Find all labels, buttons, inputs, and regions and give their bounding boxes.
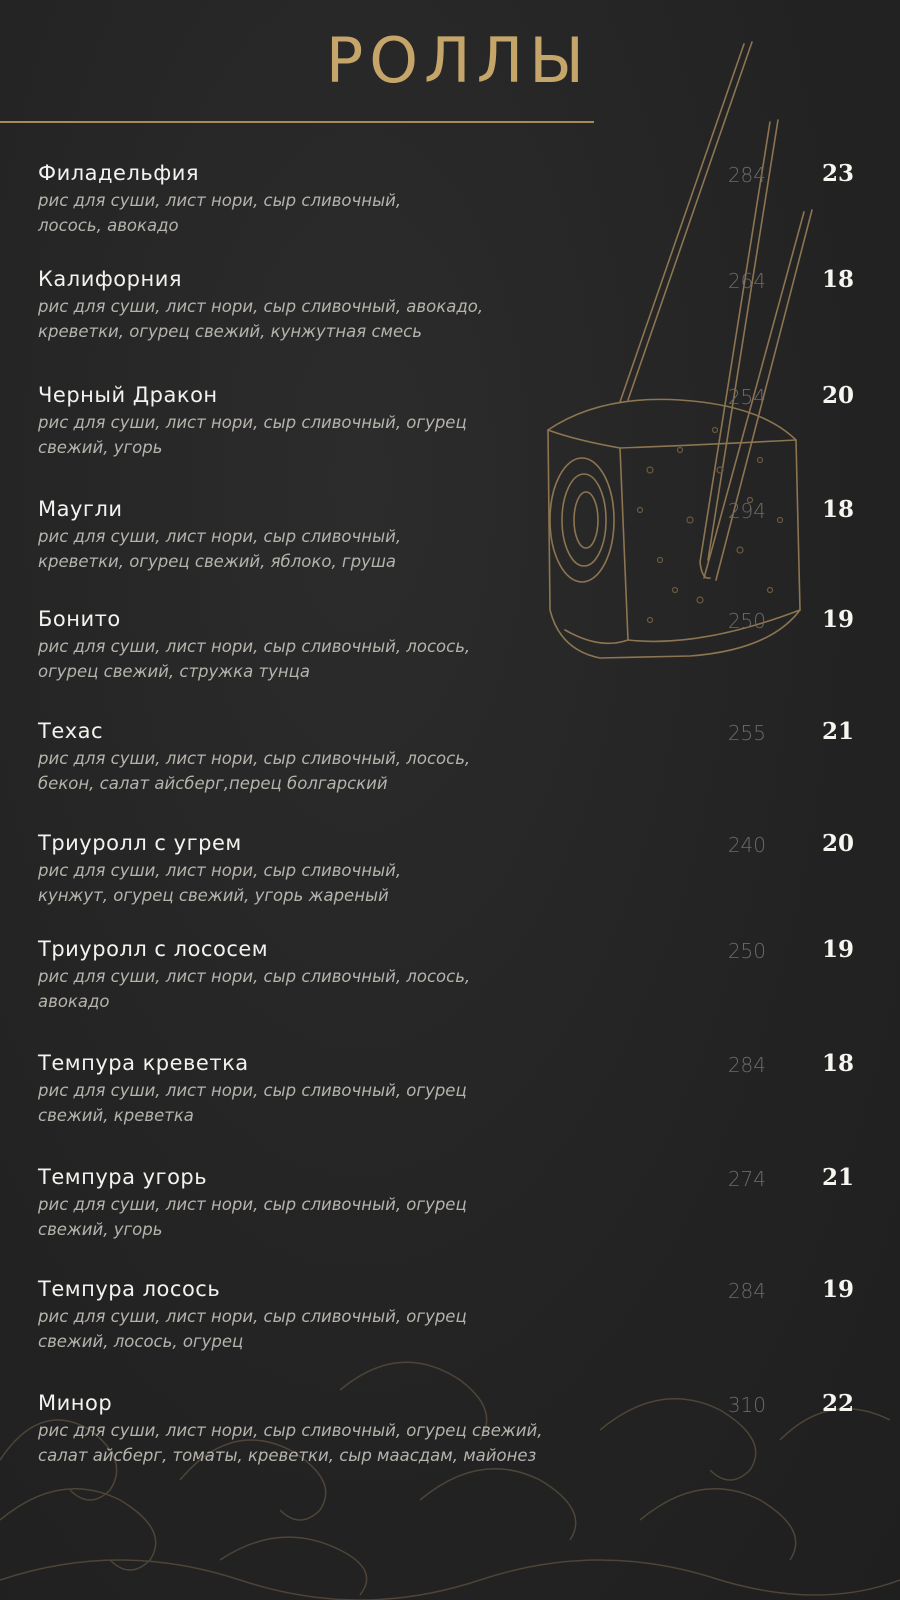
menu-item xyxy=(38,934,858,1014)
item-price: 21 xyxy=(821,718,854,745)
item-price: 21 xyxy=(821,1164,854,1191)
item-weight: 254 xyxy=(727,385,766,409)
item-description: рис для суши, лист нори, сыр сливочный, огурец свежий, угорь xyxy=(38,413,467,457)
menu-item xyxy=(38,1048,858,1128)
item-description: рис для суши, лист нори, сыр сливочный, авокадо, креветки, огурец свежий, кунжутная смесь xyxy=(38,297,484,341)
item-weight: 284 xyxy=(727,163,766,187)
item-weight: 294 xyxy=(727,499,766,523)
item-price: 18 xyxy=(821,266,854,293)
item-name: Триуролл с угрем xyxy=(38,831,242,855)
item-name: Минор xyxy=(38,1391,113,1415)
item-name: Триуролл с лососем xyxy=(38,937,269,961)
item-name: Техас xyxy=(38,719,104,743)
menu-item xyxy=(38,380,858,460)
item-description: рис для суши, лист нори, сыр сливочный, лосось, авокадо xyxy=(38,191,402,235)
item-description: рис для суши, лист нори, сыр сливочный, лосось, огурец свежий, стружка тунца xyxy=(38,637,471,681)
item-price: 20 xyxy=(821,830,854,857)
item-price: 18 xyxy=(821,496,854,523)
item-description: рис для суши, лист нори, сыр сливочный, огурец свежий, салат айсберг, томаты, креветки, сыр маасдам, майонез xyxy=(38,1421,543,1465)
item-name: Маугли xyxy=(38,497,123,521)
item-name: Калифорния xyxy=(38,267,182,291)
item-name: Черный Дракон xyxy=(38,383,218,407)
menu-item xyxy=(38,264,858,344)
item-description: рис для суши, лист нори, сыр сливочный, кунжут, огурец свежий, угорь жареный xyxy=(38,861,402,905)
item-name: Темпура угорь xyxy=(38,1165,208,1189)
item-name: Филадельфия xyxy=(38,161,199,185)
menu-item xyxy=(38,1162,858,1242)
item-weight: 250 xyxy=(727,939,766,963)
menu-item xyxy=(38,1274,858,1354)
item-price: 23 xyxy=(821,160,854,187)
menu-item xyxy=(38,604,858,684)
item-price: 20 xyxy=(821,382,854,409)
item-description: рис для суши, лист нори, сыр сливочный, креветки, огурец свежий, яблоко, груша xyxy=(38,527,402,571)
item-name: Темпура лосось xyxy=(38,1277,221,1301)
item-weight: 284 xyxy=(727,1279,766,1303)
item-price: 22 xyxy=(821,1390,854,1417)
item-weight: 310 xyxy=(727,1393,766,1417)
menu-item xyxy=(38,828,858,908)
item-price: 19 xyxy=(821,936,854,963)
menu-item xyxy=(38,158,858,238)
item-weight: 284 xyxy=(727,1053,766,1077)
item-weight: 240 xyxy=(727,833,766,857)
page-title: РОЛЛЫ xyxy=(325,24,590,97)
menu-item xyxy=(38,1388,858,1468)
item-description: рис для суши, лист нори, сыр сливочный, лосось, бекон, салат айсберг,перец болгарский xyxy=(38,749,471,793)
item-weight: 255 xyxy=(727,721,766,745)
item-name: Темпура креветка xyxy=(38,1051,249,1075)
item-description: рис для суши, лист нори, сыр сливочный, лосось, авокадо xyxy=(38,967,471,1011)
menu-item xyxy=(38,494,858,574)
item-name: Бонито xyxy=(38,607,121,631)
item-weight: 274 xyxy=(727,1167,766,1191)
item-price: 18 xyxy=(821,1050,854,1077)
item-description: рис для суши, лист нори, сыр сливочный, огурец свежий, угорь xyxy=(38,1195,467,1239)
menu-item xyxy=(38,716,858,796)
item-weight: 250 xyxy=(727,609,766,633)
item-description: рис для суши, лист нори, сыр сливочный, огурец свежий, креветка xyxy=(38,1081,467,1125)
item-description: рис для суши, лист нори, сыр сливочный, огурец свежий, лосось, огурец xyxy=(38,1307,467,1351)
item-weight: 264 xyxy=(727,269,766,293)
item-price: 19 xyxy=(821,1276,854,1303)
item-price: 19 xyxy=(821,606,854,633)
